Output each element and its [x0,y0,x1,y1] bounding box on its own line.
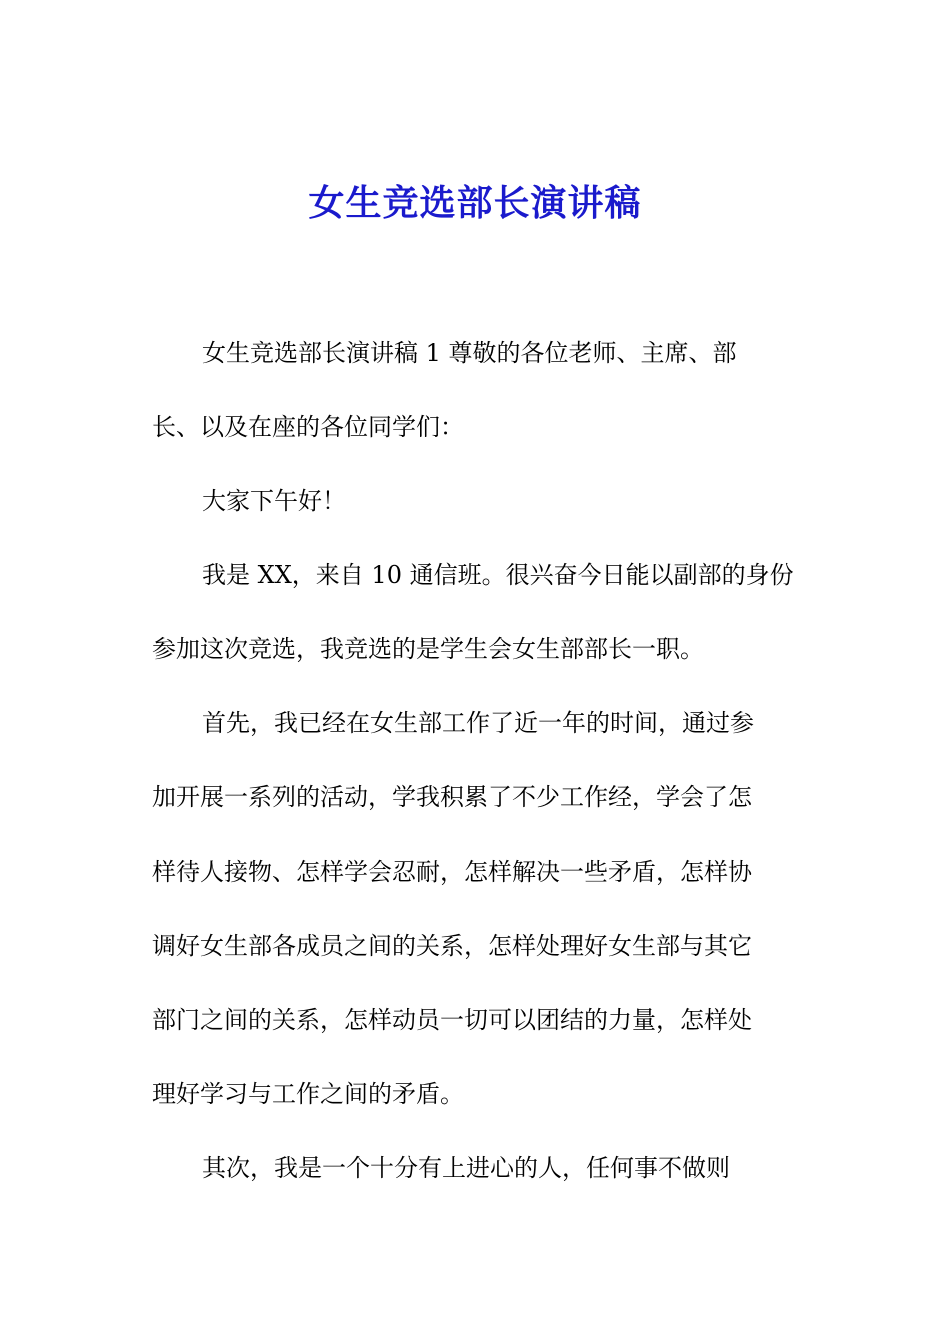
body-line-4: 我是 XX，来自 10 通信班。很兴奋今日能以副部的身份 [202,561,794,589]
body-line-11: 理好学习与工作之间的矛盾。 [152,1080,464,1108]
body-line-7: 加开展一系列的活动，学我积累了不少工作经，学会了怎 [152,783,752,811]
body-line-2: 长、以及在座的各位同学们： [152,413,464,441]
document-title: 女生竞选部长演讲稿 [308,182,642,224]
body-line-8: 样待人接物、怎样学会忍耐，怎样解决一些矛盾，怎样协 [152,858,752,886]
body-line-10: 部门之间的关系，怎样动员一切可以团结的力量，怎样处 [152,1006,752,1034]
body-line-9: 调好女生部各成员之间的关系，怎样处理好女生部与其它 [152,932,752,960]
body-line-1: 女生竞选部长演讲稿 1 尊敬的各位老师、主席、部 [202,339,737,367]
body-line-6: 首先，我已经在女生部工作了近一年的时间，通过参 [202,709,754,737]
body-line-5: 参加这次竞选，我竞选的是学生会女生部部长一职。 [152,635,704,663]
body-line-3: 大家下午好！ [202,487,346,515]
body-line-12: 其次，我是一个十分有上进心的人，任何事不做则 [202,1154,730,1182]
